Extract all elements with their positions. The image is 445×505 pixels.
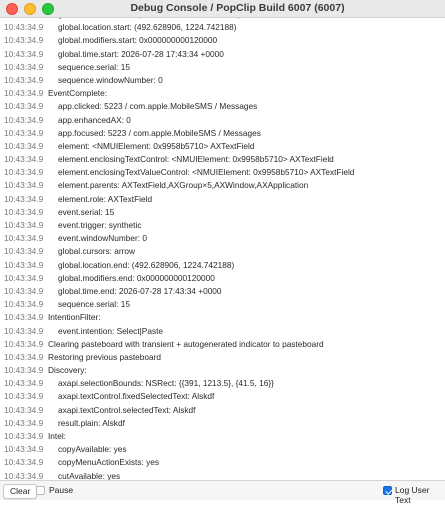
log-message: IntentionFilter: (48, 312, 101, 323)
log-line (0, 193, 445, 206)
log-timestamp: 10:43:34.9 (4, 246, 44, 257)
log-line (0, 259, 445, 272)
log-message: app.enhancedAX: 0 (58, 114, 131, 125)
log-message: global.modifiers.end: 0x000000000120000 (58, 272, 215, 283)
log-message: global.location.end: (492.628906, 1224.742188) (58, 259, 235, 270)
log-line (0, 430, 445, 443)
log-timestamp: 10:43:34.9 (4, 101, 44, 112)
log-line (0, 74, 445, 87)
window-title: Debug Console / PopClip Build 6007 (6007) (130, 2, 345, 14)
log-user-text-label[interactable]: Log User Text (395, 485, 430, 505)
log-message: global.cursors: arrow (58, 246, 136, 257)
log-line (0, 140, 445, 153)
log-lines (0, 18, 445, 480)
log-message: element.enclosingTextControl: <NMUIElement: 0x9958b5710> AXTextField (58, 154, 334, 165)
log-output[interactable] (0, 18, 445, 480)
log-message: sequence.windowNumber: 0 (58, 74, 163, 85)
log-timestamp: 10:43:34.9 (4, 365, 44, 376)
log-message: element: <NMUIElement: 0x9958b5710> AXTextField (58, 140, 255, 151)
log-timestamp: 10:43:34.9 (4, 470, 44, 480)
log-timestamp: 10:43:34.9 (4, 74, 44, 85)
log-message: copyAvailable: yes (58, 444, 127, 455)
log-message (48, 18, 241, 19)
log-timestamp: 10:43:34.9 (4, 61, 44, 72)
log-line (0, 298, 445, 311)
clear-button[interactable]: Clear (3, 484, 37, 499)
log-message: global.location.start: (492.628906, 1224.742188) (58, 22, 237, 33)
log-timestamp: 10:43:34.9 (4, 457, 44, 468)
log-line (0, 417, 445, 430)
log-line (0, 87, 445, 100)
log-line (0, 443, 445, 456)
log-message: Clearing pasteboard with transient + autogenerated indicator to pasteboard (48, 338, 324, 349)
log-timestamp: 10:43:34.9 (4, 299, 44, 310)
log-message: element.enclosingTextValueControl: <NMUIElement: 0x9958b5710> AXTextField (58, 167, 355, 178)
log-message: Intel: (48, 431, 66, 441)
log-line (0, 364, 445, 377)
log-line (0, 127, 445, 140)
log-message: event.serial: 15 (58, 206, 115, 217)
log-timestamp: 10:43:34.9 (4, 206, 44, 217)
log-message: Discovery: (48, 365, 87, 376)
log-message: sequence.serial: 15 (58, 61, 130, 72)
log-timestamp: 10:43:34.9 (4, 193, 44, 204)
log-message: app.clicked: 5223 / com.apple.MobileSMS / Messages (58, 101, 258, 112)
log-timestamp: 10:43:34.9 (4, 285, 44, 296)
log-line (0, 100, 445, 113)
log-timestamp: 10:43:34.9 (4, 417, 44, 428)
log-line (0, 21, 445, 34)
log-line (0, 338, 445, 351)
log-timestamp: 10:43:34.9 (4, 127, 44, 138)
log-line (0, 390, 445, 403)
log-user-text-checkbox[interactable] (383, 486, 392, 495)
log-message: axapi.textControl.fixedSelectedText: Alskdf (58, 391, 215, 402)
log-timestamp: 10:43:34.9 (4, 140, 44, 151)
log-message: app.focused: 5223 / com.apple.MobileSMS / Messages (58, 127, 261, 138)
pause-label[interactable]: Pause (49, 485, 74, 495)
log-message: axapi.textControl.selectedText: Alskdf (58, 404, 196, 415)
log-line (0, 351, 445, 364)
log-message: event.windowNumber: 0 (58, 233, 148, 244)
log-message: event.intention: Select|Paste (58, 325, 164, 336)
log-message: global.time.start: 2026-07-28 17:43:34 +0000 (58, 48, 224, 59)
log-timestamp: 10:43:34.9 (4, 88, 44, 99)
log-message: Restoring previous pasteboard (48, 351, 161, 362)
log-line (0, 311, 445, 324)
log-timestamp: 10:43:34.9 (4, 444, 44, 455)
log-timestamp: 10:43:34.9 (4, 220, 44, 230)
log-line (0, 456, 445, 469)
log-line (0, 245, 445, 258)
log-message: cutAvailable: yes (58, 470, 121, 480)
log-message: axapi.selectionBounds: NSRect: {{391, 1213.5}, {41.5, 16}} (58, 378, 274, 389)
log-timestamp: 10:43:34.9 (4, 22, 44, 33)
log-line (0, 34, 445, 47)
log-line (0, 48, 445, 61)
log-timestamp: 10:43:34.9 (4, 378, 44, 389)
log-line (0, 470, 445, 480)
log-line (0, 179, 445, 192)
log-line (0, 404, 445, 417)
log-timestamp: 10:43:34.9 (4, 338, 44, 349)
log-message: global.time.end: 2026-07-28 17:43:34 +0000 (58, 285, 222, 296)
log-line (0, 285, 445, 298)
log-line (0, 166, 445, 179)
log-timestamp: 10:43:34.9 (4, 180, 44, 191)
log-line (0, 232, 445, 245)
log-timestamp: 10:43:34.9 (4, 48, 44, 59)
log-timestamp: 10:43:34.9 (4, 391, 44, 402)
log-line (0, 272, 445, 285)
log-timestamp: 10:43:34.9 (4, 325, 44, 336)
log-message: event.trigger: synthetic (58, 220, 142, 230)
log-timestamp: 10:43:34.9 (4, 35, 44, 46)
log-line (0, 153, 445, 166)
log-message: EventComplete: (48, 88, 108, 99)
log-timestamp: 10:43:34.9 (4, 404, 44, 415)
log-timestamp: 10:43:34.9 (4, 114, 44, 125)
log-message: element.parents: AXTextField,AXGroup×5,AXWindow,AXApplication (58, 180, 309, 191)
pause-checkbox[interactable] (36, 486, 45, 495)
log-line (0, 206, 445, 219)
log-timestamp: 10:43:34.9 (4, 259, 44, 270)
log-timestamp: 10:43:34.9 (4, 351, 44, 362)
log-timestamp: 10:43:34.9 (4, 233, 44, 244)
log-line (0, 325, 445, 338)
log-timestamp: 10:43:34.9 (4, 431, 44, 441)
log-timestamp: 10:43:34.9 (4, 272, 44, 283)
log-line (0, 114, 445, 127)
log-timestamp: 10:43:34.9 (4, 154, 44, 165)
title-bar (0, 0, 445, 18)
bottom-toolbar (0, 480, 445, 505)
log-timestamp: 10:43:34.9 (4, 312, 44, 323)
log-message: element.role: AXTextField (58, 193, 153, 204)
log-line (0, 219, 445, 232)
log-message: copyMenuActionExists: yes (58, 457, 159, 468)
log-message: result.plain: Alskdf (58, 417, 125, 428)
log-line (0, 61, 445, 74)
log-message: sequence.serial: 15 (58, 299, 130, 310)
log-message: global.modifiers.start: 0x000000000120000 (58, 35, 218, 46)
log-timestamp: 10:43:34.9 (4, 167, 44, 178)
log-line (0, 377, 445, 390)
